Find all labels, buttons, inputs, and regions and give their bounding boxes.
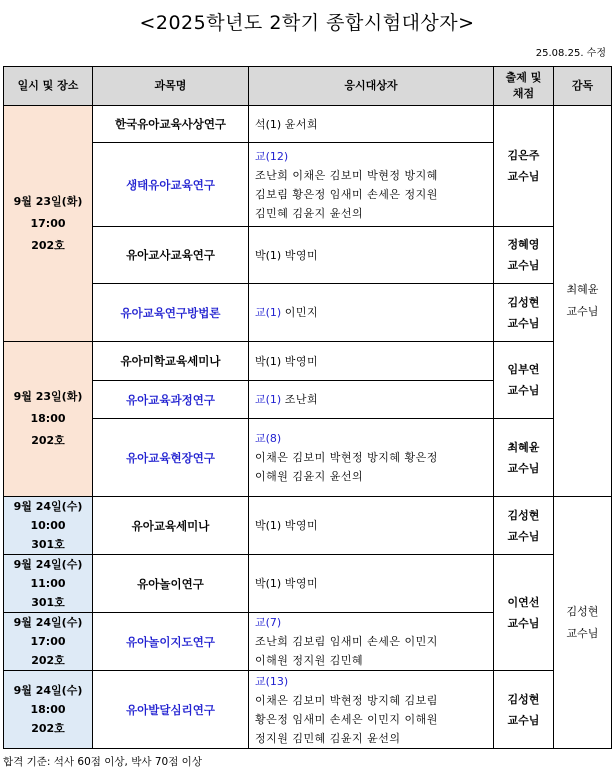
header-time-place: 일시 및 장소 bbox=[4, 67, 93, 106]
course-name: 유아교육세미나 bbox=[93, 497, 249, 555]
candidates-cell: 박(1) 박영미 bbox=[249, 342, 494, 381]
professor-cell: 이연선 교수님 bbox=[494, 555, 554, 671]
candidates-cell: 교(7) 조난희 김보림 임새미 손세은 이민지 이해원 정지원 김민혜 bbox=[249, 613, 494, 671]
table-row bbox=[4, 497, 612, 555]
table-row bbox=[4, 227, 612, 284]
professor-cell: 최혜윤 교수님 bbox=[494, 419, 554, 497]
header-course: 과목명 bbox=[93, 67, 249, 106]
candidates-cell: 교(8) 이채은 김보미 박현정 방지혜 황은정 이해원 김윤지 윤선의 bbox=[249, 419, 494, 497]
header-candidates: 응시대상자 bbox=[249, 67, 494, 106]
candidates-cell: 석(1) 윤서희 bbox=[249, 106, 494, 143]
professor-cell: 임부연 교수님 bbox=[494, 342, 554, 419]
course-name: 유아미학교육세미나 bbox=[93, 342, 249, 381]
course-name: 생태유아교육연구 bbox=[93, 143, 249, 227]
table-row bbox=[4, 419, 612, 497]
table-row bbox=[4, 284, 612, 342]
header-row bbox=[4, 67, 612, 106]
exam-schedule-table bbox=[3, 66, 612, 749]
header-professor: 출제 및 채점 bbox=[494, 67, 554, 106]
candidates-cell: 교(1) 이민지 bbox=[249, 284, 494, 342]
proctor-cell: 최혜윤 교수님 bbox=[554, 106, 612, 497]
professor-cell: 김성현 교수님 bbox=[494, 284, 554, 342]
slot-cell: 9월 23일(화) 17:00 202호 bbox=[4, 106, 93, 342]
course-name: 유아교사교육연구 bbox=[93, 227, 249, 284]
course-name: 유아교육현장연구 bbox=[93, 419, 249, 497]
candidates-cell: 교(12) 조난희 이채은 김보미 박현정 방지혜 김보림 황은정 임새미 손세은 정지원 김민혜 김윤지 윤선의 bbox=[249, 143, 494, 227]
course-name: 유아교육연구방법론 bbox=[93, 284, 249, 342]
professor-cell: 김성현 교수님 bbox=[494, 497, 554, 555]
professor-cell: 김은주 교수님 bbox=[494, 106, 554, 227]
table-row bbox=[4, 555, 612, 613]
table-row bbox=[4, 106, 612, 143]
pass-criteria: 합격 기준: 석사 60점 이상, 박사 70점 이상 bbox=[3, 756, 202, 768]
candidates-cell: 박(1) 박영미 bbox=[249, 497, 494, 555]
professor-cell: 김성현 교수님 bbox=[494, 671, 554, 749]
candidates-cell: 박(1) 박영미 bbox=[249, 227, 494, 284]
slot-cell: 9월 24일(수) 10:00 301호 bbox=[4, 497, 93, 555]
course-name: 유아놀이연구 bbox=[93, 555, 249, 613]
slot-cell: 9월 24일(수) 18:00 202호 bbox=[4, 671, 93, 749]
proctor-cell: 김성현 교수님 bbox=[554, 497, 612, 749]
candidates-cell: 교(13) 이채은 김보미 박현정 방지혜 김보림 황은정 임새미 손세은 이민지 이해원 정지원 김민혜 김윤지 윤선의 bbox=[249, 671, 494, 749]
table-row bbox=[4, 671, 612, 749]
course-name: 한국유아교육사상연구 bbox=[93, 106, 249, 143]
header-proctor: 감독 bbox=[554, 67, 612, 106]
table-row bbox=[4, 342, 612, 381]
professor-cell: 정혜영 교수님 bbox=[494, 227, 554, 284]
slot-cell: 9월 24일(수) 11:00 301호 bbox=[4, 555, 93, 613]
candidates-cell: 박(1) 박영미 bbox=[249, 555, 494, 613]
course-name: 유아교육과정연구 bbox=[93, 381, 249, 419]
slot-cell: 9월 23일(화) 18:00 202호 bbox=[4, 342, 93, 497]
candidates-cell: 교(1) 조난희 bbox=[249, 381, 494, 419]
revision-date: 25.08.25. 수정 bbox=[535, 48, 606, 59]
slot-cell: 9월 24일(수) 17:00 202호 bbox=[4, 613, 93, 671]
course-name: 유아놀이지도연구 bbox=[93, 613, 249, 671]
course-name: 유아발달심리연구 bbox=[93, 671, 249, 749]
page-title: <2025학년도 2학기 종합시험대상자> bbox=[139, 12, 475, 34]
